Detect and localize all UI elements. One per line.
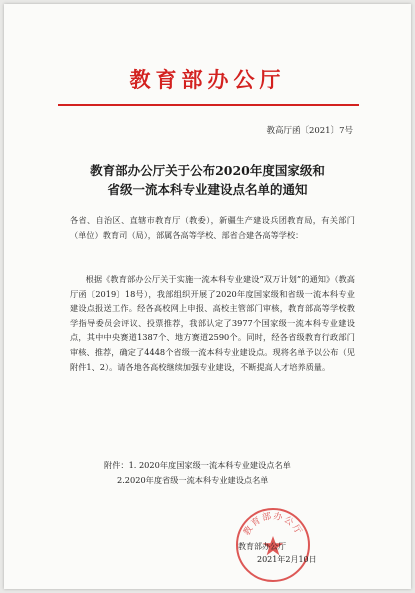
attachment-1: 附件：1. 2020年度国家级一流本科专业建设点名单 bbox=[104, 460, 291, 470]
signer: 教育部办公厅 bbox=[238, 542, 286, 551]
title-line-2: 省级一流本科专业建设点名单的通知 bbox=[107, 182, 308, 197]
body-paragraph: 根据《教育部办公厅关于实施一流本科专业建设“双万计划”的通知》（教高厅函〔2019〕18号），我部组织开展了2020年度国家级和省级一流本科专业建设点报送工作。经各高校网上申报、高校主管部门审核，教育部高等学校教学指导委员会评议、投票推荐，我部认定了3977个国家级一流本科专业建设点，其中中央赛道1387个、地方赛道2590个。同时，经各省级教育行政部门审核、推荐，确定了4448个省级一流本科专业建设点。现将名单予以公布（见附件1、2）。请各地各高校继续加强专业建设，不断提高人才培养质量。 bbox=[70, 274, 355, 372]
seal-text: 教育部办公厅 bbox=[242, 511, 304, 538]
red-divider bbox=[58, 104, 359, 106]
salutation: 各省、自治区、直辖市教育厅（教委），新疆生产建设兵团教育局，有关部门（单位）教育司（局），部属各高等学校、部省合建各高等学校： bbox=[70, 215, 355, 240]
title-line-1: 教育部办公厅关于公布2020年度国家级和 bbox=[90, 163, 325, 178]
document-number: 教高厅函〔2021〕7号 bbox=[266, 126, 353, 136]
document-page bbox=[4, 4, 411, 589]
signature-date: 2021年2月10日 bbox=[257, 555, 317, 564]
svg-text:教育部办公厅 bbox=[240, 510, 304, 538]
document-title bbox=[64, 161, 351, 199]
masthead: 教育部办公厅 bbox=[129, 67, 286, 92]
attachment-2: 2.2020年度省级一流本科专业建设点名单 bbox=[117, 475, 269, 485]
